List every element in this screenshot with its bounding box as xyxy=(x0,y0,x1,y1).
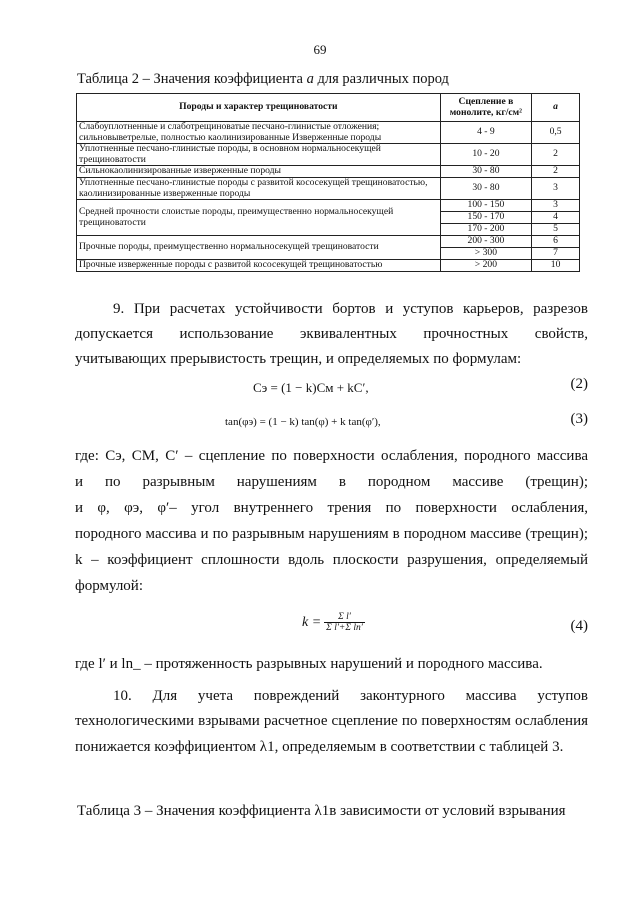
a-cell: 3 xyxy=(532,178,580,200)
formula-2-number: (2) xyxy=(570,376,588,392)
formula-4-denominator: Σ l′+Σ lп′ xyxy=(326,623,363,633)
formula-4-lhs: k = xyxy=(302,614,322,630)
cohesion-cell: 200 - 300 xyxy=(440,236,532,248)
a-cell: 0,5 xyxy=(532,122,580,144)
para10-line2: технологическими взрывами расчетное сцепление по поверхностям ослабления xyxy=(75,713,588,729)
formula-4-number: (4) xyxy=(570,618,588,634)
rock-cell: Уплотненные песчано-глинистые породы, в основном нормальносекущей трещиноватости xyxy=(77,144,441,166)
where-line6: формулой: xyxy=(75,578,144,594)
para9-line1: 9. При расчетах устойчивости бортов и уступов карьеров, разрезов xyxy=(113,301,588,317)
formula-3-number: (3) xyxy=(570,411,588,427)
table-row xyxy=(77,200,580,212)
formula-3: tan(φэ) = (1 − k) tan(φ) + k tan(φ′), xyxy=(225,416,381,428)
rock-cell: Прочные изверженные породы с развитой кососекущей трещиноватостью xyxy=(77,260,441,272)
cohesion-cell: > 300 xyxy=(440,248,532,260)
where-line4: породного массива и по разрывным нарушениям в породном массиве (трещин); xyxy=(75,526,588,542)
where-line2: и по разрывным нарушениям в породном массиве (трещин); xyxy=(75,474,588,490)
a-cell: 5 xyxy=(532,224,580,236)
cohesion-cell: 30 - 80 xyxy=(440,166,532,178)
where-line3: и φ, φэ, φ′– угол внутреннего трения по поверхности ослабления, xyxy=(75,500,588,516)
table-body xyxy=(77,122,580,272)
formula-4-fraction xyxy=(324,612,365,633)
cohesion-cell: 100 - 150 xyxy=(440,200,532,212)
table-row xyxy=(77,236,580,248)
formula-4 xyxy=(302,612,365,633)
cohesion-cell: 170 - 200 xyxy=(440,224,532,236)
coefficient-table xyxy=(76,93,580,272)
cohesion-cell: 30 - 80 xyxy=(440,178,532,200)
rock-cell: Прочные породы, преимущественно нормальносекущей трещиноватости xyxy=(77,236,441,260)
a-cell: 4 xyxy=(532,212,580,224)
a-cell: 2 xyxy=(532,166,580,178)
table-row xyxy=(77,178,580,200)
formula-4-numerator: Σ l′ xyxy=(324,612,365,623)
cohesion-cell: > 200 xyxy=(440,260,532,272)
table2-caption-prefix: Таблица 2 – Значения коэффициента xyxy=(77,71,303,87)
formula-2: Cэ = (1 − k)Cм + kC′, xyxy=(253,380,369,395)
cohesion-cell: 150 - 170 xyxy=(440,212,532,224)
table-row xyxy=(77,122,580,144)
table2-caption-suffix: для различных пород xyxy=(317,71,449,87)
where-line1: где: Cэ, CМ, C′ – сцепление по поверхности ослабления, породного массива xyxy=(75,448,588,464)
cohesion-cell: 4 - 9 xyxy=(440,122,532,144)
table-row xyxy=(77,166,580,178)
table-row xyxy=(77,260,580,272)
rock-cell: Сильнокаолинизированные изверженные породы xyxy=(77,166,441,178)
a-cell: 2 xyxy=(532,144,580,166)
rock-cell: Средней прочности слоистые породы, преимущественно нормальносекущей трещиноватости xyxy=(77,200,441,236)
a-cell: 7 xyxy=(532,248,580,260)
header-a: a xyxy=(532,94,580,122)
a-cell: 10 xyxy=(532,260,580,272)
rock-cell: Слабоуплотненные и слаботрещиноватые песчано-глинистые отложения; сильновыветрелые, полностью каолинизированные Изверженные породы xyxy=(77,122,441,144)
a-cell: 3 xyxy=(532,200,580,212)
where-line5: k – коэффициент сплошности вдоль плоскости разрушения, определяемый xyxy=(75,552,588,568)
rock-cell: Уплотненные песчано-глинистые породы с развитой кососекущей трещиноватостью, каолинизированные изверженные породы xyxy=(77,178,441,200)
table2-caption xyxy=(77,71,449,88)
table3-caption: Таблица 3 – Значения коэффициента λ1в зависимости от условий взрывания xyxy=(77,803,566,819)
a-cell: 6 xyxy=(532,236,580,248)
para9-line2: допускается использование эквивалентных прочностных свойств, xyxy=(75,326,588,342)
table2-caption-var: a xyxy=(306,71,314,87)
para9-line3: учитывающих прерывистость трещин, и определяемых по формулам: xyxy=(75,351,522,367)
page-number: 69 xyxy=(313,42,327,57)
cohesion-cell: 10 - 20 xyxy=(440,144,532,166)
where2-line: где l′ и ln_ – протяженность разрывных нарушений и породного массива. xyxy=(75,656,543,672)
table-header-row xyxy=(77,94,580,122)
table-row xyxy=(77,144,580,166)
header-rock: Породы и характер трещиноватости xyxy=(77,94,441,122)
para10-line1: 10. Для учета повреждений законтурного массива уступов xyxy=(113,688,588,704)
header-cohesion: Сцепление в монолите, кг/см² xyxy=(440,94,532,122)
para10-line3: понижается коэффициентом λ1, определяемым в соответствии с таблицей 3. xyxy=(75,739,564,755)
